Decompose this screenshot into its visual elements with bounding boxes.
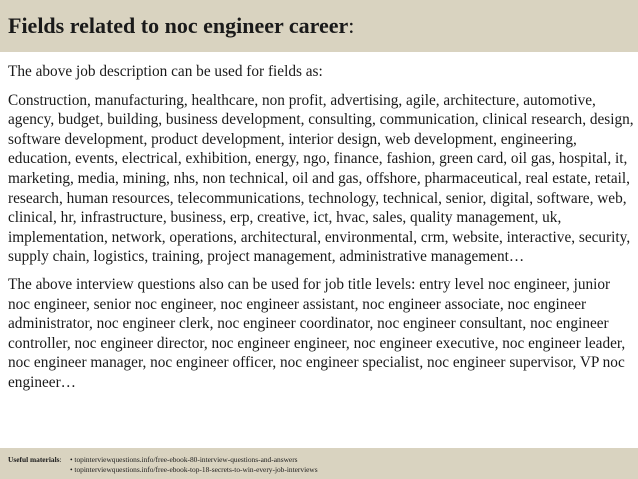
page-title-colon: : [348, 13, 355, 38]
title-bar [0, 0, 638, 52]
useful-materials-links [70, 455, 318, 474]
ebook-80-questions-link[interactable]: • topinterviewquestions.info/free-ebook-80-interview-questions-and-answers [70, 455, 298, 464]
footer-bar [0, 448, 638, 479]
main-content [8, 62, 634, 401]
intro-text: The above job description can be used for fields as: [8, 63, 323, 80]
useful-materials-label-text: Useful materials [8, 455, 60, 464]
useful-materials-label [8, 455, 70, 474]
page-title-text: Fields related to noc engineer career [8, 13, 349, 38]
fields-paragraph: Construction, manufacturing, healthcare, non profit, advertising, agile, architecture, automotive, agency, budget, building, business development, consulting, communication, clinical research, design, software development, product development, interior design, web development, engineering, education, events, electrical, exhibition, energy, ngo, finance, fashion, green card, oil gas, hospital, it, marketing, media, mining, nhs, non technical, oil and gas, offshore, pharmaceutical, real estate, retail, research, human resources, telecommunications, technology, technical, senior, digital, software, web, clinical, hr, infrastructure, business, erp, creative, ict, hvac, sales, quality management, uk, implementation, network, operations, architectural, environmental, crm, website, interactive, security, supply chain, logistics, training, project management, administrative management… [8, 91, 634, 266]
job-levels-paragraph: The above interview questions also can be used for job title levels: entry level noc engineer, junior noc engineer, senior noc engineer, noc engineer assistant, noc engineer associate, noc engineer administrator, noc engineer clerk, noc engineer coordinator, noc engineer consultant, noc engineer controller, noc engineer director, noc engineer engineer, noc engineer executive, noc engineer leader, noc engineer manager, noc engineer officer, noc engineer specialist, noc engineer supervisor, VP noc engineer… [8, 275, 626, 391]
useful-materials-label-colon: : [59, 455, 62, 464]
page-title [8, 13, 638, 39]
useful-materials [8, 455, 638, 474]
ebook-18-secrets-link[interactable]: • topinterviewquestions.info/free-ebook-top-18-secrets-to-win-every-job-interviews [70, 464, 318, 474]
